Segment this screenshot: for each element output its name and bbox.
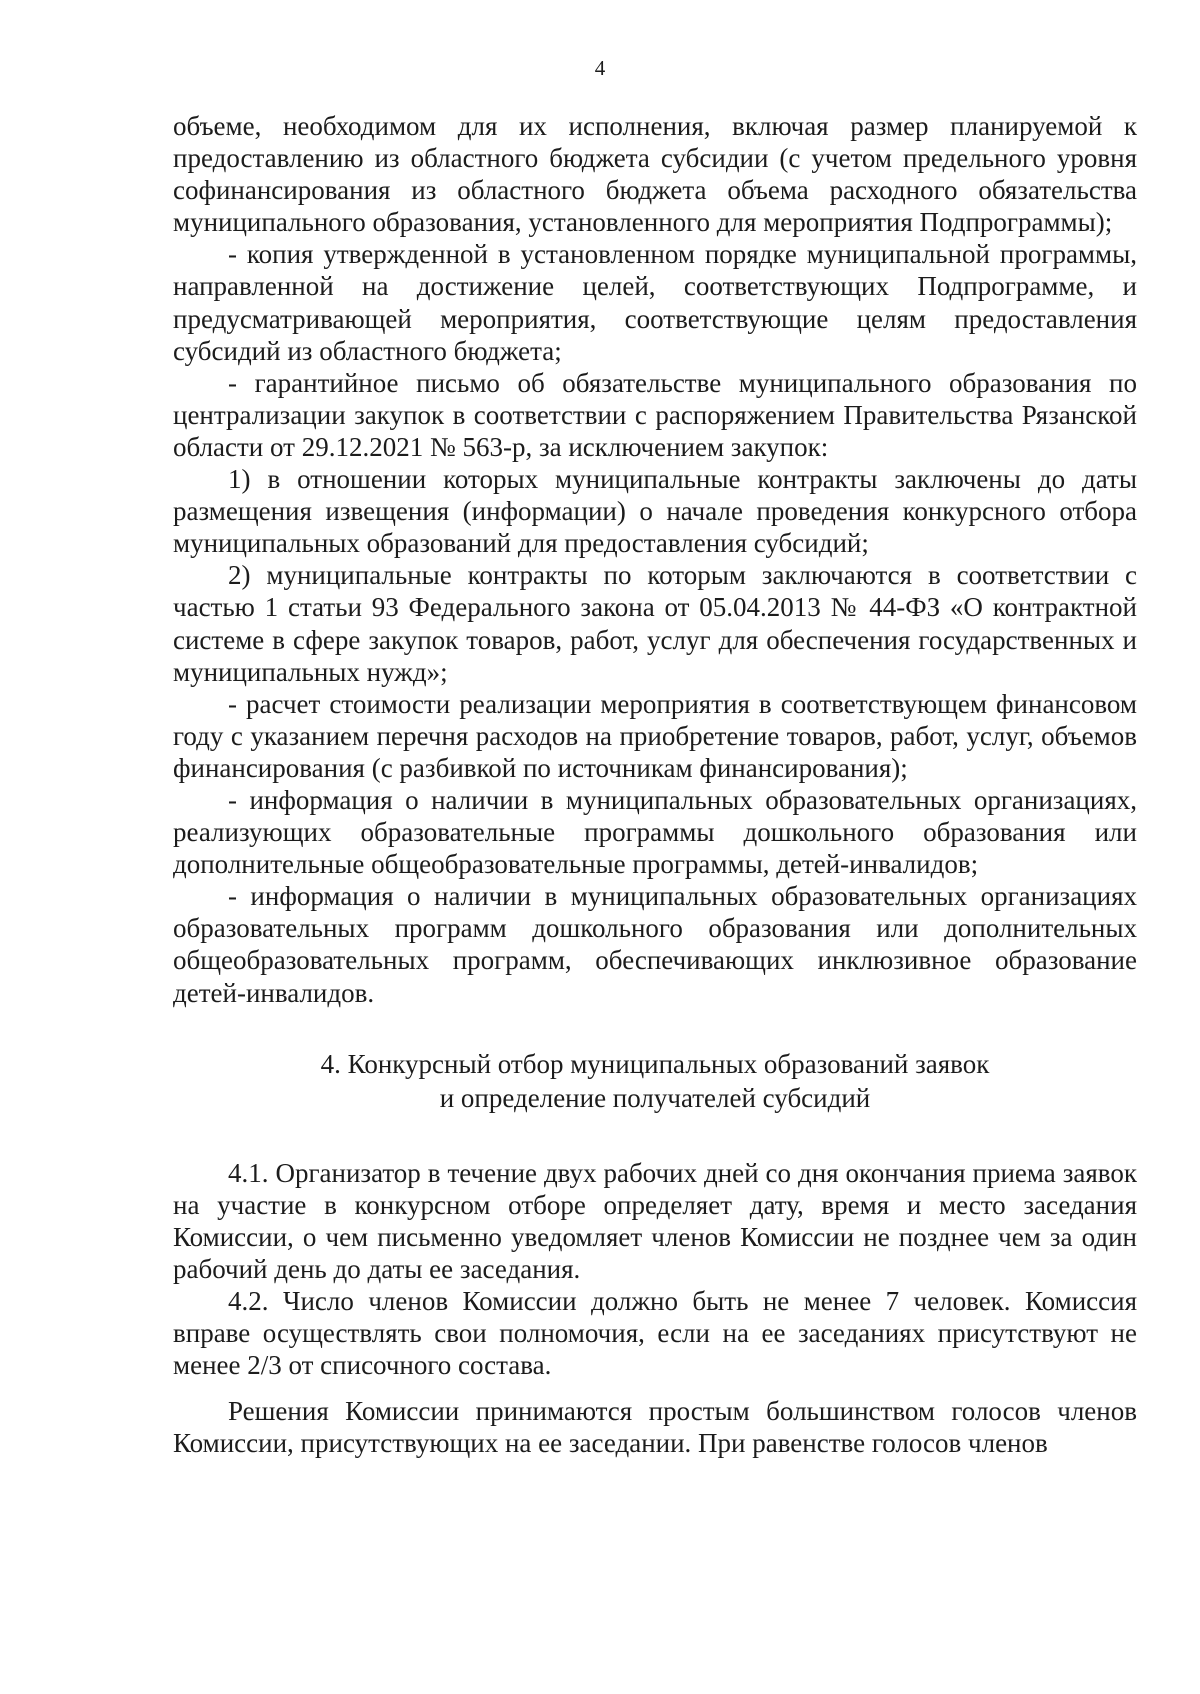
paragraph-4-2: 4.2. Число членов Комиссии должно быть не менее 7 человек. Комиссия вправе осуществлять свои полномочия, если на ее заседаниях присутствуют не менее 2/3 от списочного состава. [173, 1286, 1137, 1381]
paragraph-spacer [173, 1381, 1137, 1395]
paragraph-4-1: 4.1. Организатор в течение двух рабочих дней со дня окончания приема заявок на участие в конкурсном отборе определяет дату, время и место заседания Комиссии, о чем письменно уведомляет членов Комиссии не позднее чем за один рабочий день до даты ее заседания. [173, 1157, 1137, 1284]
page-number: 4 [594, 56, 606, 80]
list-item-inclusive-education-info: - информация о наличии в муниципальных образовательных организациях образовательных программ дошкольного образования или дополнительных общеобразовательных программ, обеспечивающих инклюзивное образование детей-инвалидов. [173, 881, 1137, 1008]
list-item-exception-2: 2) муниципальные контракты по которым заключаются в соответствии с частью 1 статьи 93 Федерального закона от 05.04.2013 № 44-ФЗ «О контрактной системе в сфере закупок товаров, работ, услуг для обеспечения государственных и муниципальных нужд»; [173, 560, 1137, 687]
list-item-disabled-children-info: - информация о наличии в муниципальных образовательных организациях, реализующих образовательные программы дошкольного образования или дополнительные общеобразовательные программы, детей-инвалидов; [173, 784, 1137, 880]
section-heading-line-1: 4. Конкурсный отбор муниципальных образований заявок [320, 1048, 990, 1079]
list-item-exception-1: 1) в отношении которых муниципальные контракты заключены до даты размещения извещения (информации) о начале проведения конкурсного отбора муниципальных образований для предоставления субсидий; [173, 464, 1137, 559]
list-item-program-copy: - копия утвержденной в установленном порядке муниципальной программы, направленной на достижение целей, соответствующих Подпрограмме, и предусматривающей мероприятия, соответствующие целям предоставления субсидий из областного бюджета; [173, 239, 1137, 366]
section-heading [173, 1047, 1137, 1115]
paragraph-decisions: Решения Комиссии принимаются простым большинством голосов членов Комиссии, присутствующих на ее заседании. При равенстве голосов членов [173, 1396, 1137, 1459]
document-body [173, 110, 1137, 1459]
list-item-cost-calculation: - расчет стоимости реализации мероприятия в соответствующем финансовом году с указанием перечня расходов на приобретение товаров, работ, услуг, объемов финансирования (с разбивкой по источникам финансирования); [173, 688, 1137, 783]
section-heading-line-2: и определение получателей субсидий [439, 1082, 871, 1113]
list-item-guarantee-letter: - гарантийное письмо об обязательстве муниципального образования по централизации закупок в соответствии с распоряжением Правительства Рязанской области от 29.12.2021 № 563-р, за исключением закупок: [173, 367, 1137, 462]
paragraph-continuation: объеме, необходимом для их исполнения, включая размер планируемой к предоставлению из областного бюджета субсидии (с учетом предельного уровня софинансирования из областного бюджета объема расходного обязательства муниципального образования, установленного для мероприятия Подпрограммы); [173, 111, 1137, 238]
